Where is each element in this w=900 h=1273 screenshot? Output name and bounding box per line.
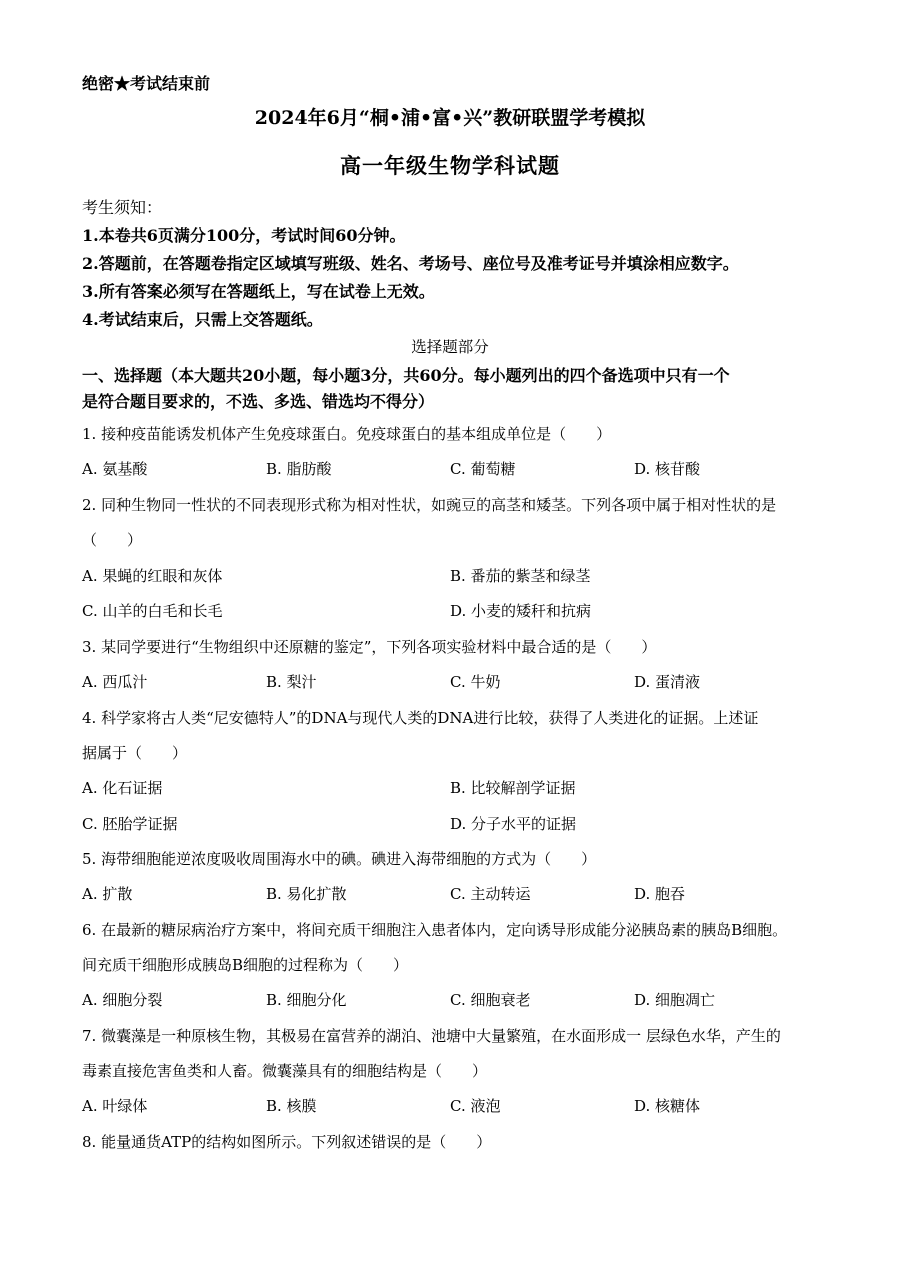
part-heading: 选择题部分 (411, 338, 489, 356)
notice-item: 2.答题前，在答题卷指定区域填写班级、姓名、考场号、座位号及准考证号并填涂相应数字。 (82, 254, 739, 273)
section-heading-cont: 是符合题目要求的，不选、多选、错选均不得分） (82, 392, 435, 411)
option-a: A. 果蝇的红眼和灰体 (82, 567, 223, 585)
option-c: C. 山羊的白毛和长毛 (82, 602, 223, 620)
option-b: B. 细胞分化 (266, 991, 347, 1009)
question-4-options (82, 814, 822, 834)
option-b: B. 梨汁 (266, 673, 317, 691)
question-4-stem-cont: 据属于（ ） (82, 744, 188, 762)
question-2-options (82, 566, 822, 586)
exam-title: 2024年6月“桐•浦•富•兴”教研联盟学考模拟 (254, 107, 646, 129)
question-6-options (82, 990, 822, 1010)
option-d: D. 细胞凋亡 (634, 991, 716, 1009)
option-a: A. 细胞分裂 (82, 991, 163, 1009)
question-5-options (82, 884, 822, 904)
option-d: D. 核苷酸 (634, 460, 701, 478)
exam-subtitle: 高一年级生物学科试题 (340, 153, 560, 178)
question-3-stem: 3. 某同学要进行“生物组织中还原糖的鉴定”，下列各项实验材料中最合适的是（ ） (82, 638, 657, 656)
notice-item: 4.考试结束后，只需上交答题纸。 (82, 310, 323, 329)
confidential-label: 绝密★考试结束前 (82, 74, 211, 93)
question-1-options (82, 459, 822, 479)
question-2-options (82, 601, 822, 621)
notice-heading: 考生须知： (82, 198, 163, 217)
question-7-stem: 7. 微囊藻是一种原核生物，其极易在富营养的湖泊、池塘中大量繁殖，在水面形成一 层绿色水华，产生的 (82, 1027, 781, 1045)
option-b: B. 脂肪酸 (266, 460, 332, 478)
option-d: D. 胞吞 (634, 885, 686, 903)
option-a: A. 扩散 (82, 885, 133, 903)
question-3-options (82, 672, 822, 692)
question-6-stem-cont: 间充质干细胞形成胰岛B细胞的过程称为（ ） (82, 956, 409, 974)
notice-item: 1.本卷共6页满分100分，考试时间60分钟。 (82, 226, 406, 245)
option-d: D. 小麦的矮秆和抗病 (450, 602, 592, 620)
option-d: D. 蛋清液 (634, 673, 701, 691)
option-a: A. 叶绿体 (82, 1097, 148, 1115)
option-c: C. 葡萄糖 (450, 460, 516, 478)
notice-item: 3.所有答案必须写在答题纸上，写在试卷上无效。 (82, 282, 435, 301)
question-2-stem-cont: （ ） (82, 531, 143, 549)
option-d: D. 分子水平的证据 (450, 815, 577, 833)
section-heading: 一、选择题（本大题共20小题，每小题3分，共60分。每小题列出的四个备选项中只有一个 (82, 366, 730, 385)
option-c: C. 细胞衰老 (450, 991, 531, 1009)
option-c: C. 胚胎学证据 (82, 815, 178, 833)
option-c: C. 牛奶 (450, 673, 501, 691)
option-c: C. 液泡 (450, 1097, 501, 1115)
question-6-stem: 6. 在最新的糖尿病治疗方案中，将间充质干细胞注入患者体内，定向诱导形成能分泌胰岛素的胰岛B细胞。 (82, 921, 788, 939)
option-b: B. 比较解剖学证据 (450, 779, 576, 797)
option-c: C. 主动转运 (450, 885, 531, 903)
question-7-options (82, 1096, 822, 1116)
question-8-stem: 8. 能量通货ATP的结构如图所示。下列叙述错误的是（ ） (82, 1133, 492, 1151)
option-b: B. 核膜 (266, 1097, 317, 1115)
question-4-stem: 4. 科学家将古人类“尼安德特人”的DNA与现代人类的DNA进行比较，获得了人类进化的证据。上述证 (82, 709, 759, 727)
option-d: D. 核糖体 (634, 1097, 701, 1115)
option-a: A. 化石证据 (82, 779, 163, 797)
question-7-stem-cont: 毒素直接危害鱼类和人畜。微囊藻具有的细胞结构是（ ） (82, 1062, 488, 1080)
option-a: A. 西瓜汁 (82, 673, 148, 691)
option-a: A. 氨基酸 (82, 460, 148, 478)
question-5-stem: 5. 海带细胞能逆浓度吸收周围海水中的碘。碘进入海带细胞的方式为（ ） (82, 850, 597, 868)
question-4-options (82, 778, 822, 798)
question-1-stem: 1. 接种疫苗能诱发机体产生免疫球蛋白。免疫球蛋白的基本组成单位是（ ） (82, 425, 612, 443)
option-b: B. 番茄的紫茎和绿茎 (450, 567, 591, 585)
question-2-stem: 2. 同种生物同一性状的不同表现形式称为相对性状，如豌豆的高茎和矮茎。下列各项中属于相对性状的是 (82, 496, 777, 514)
option-b: B. 易化扩散 (266, 885, 347, 903)
